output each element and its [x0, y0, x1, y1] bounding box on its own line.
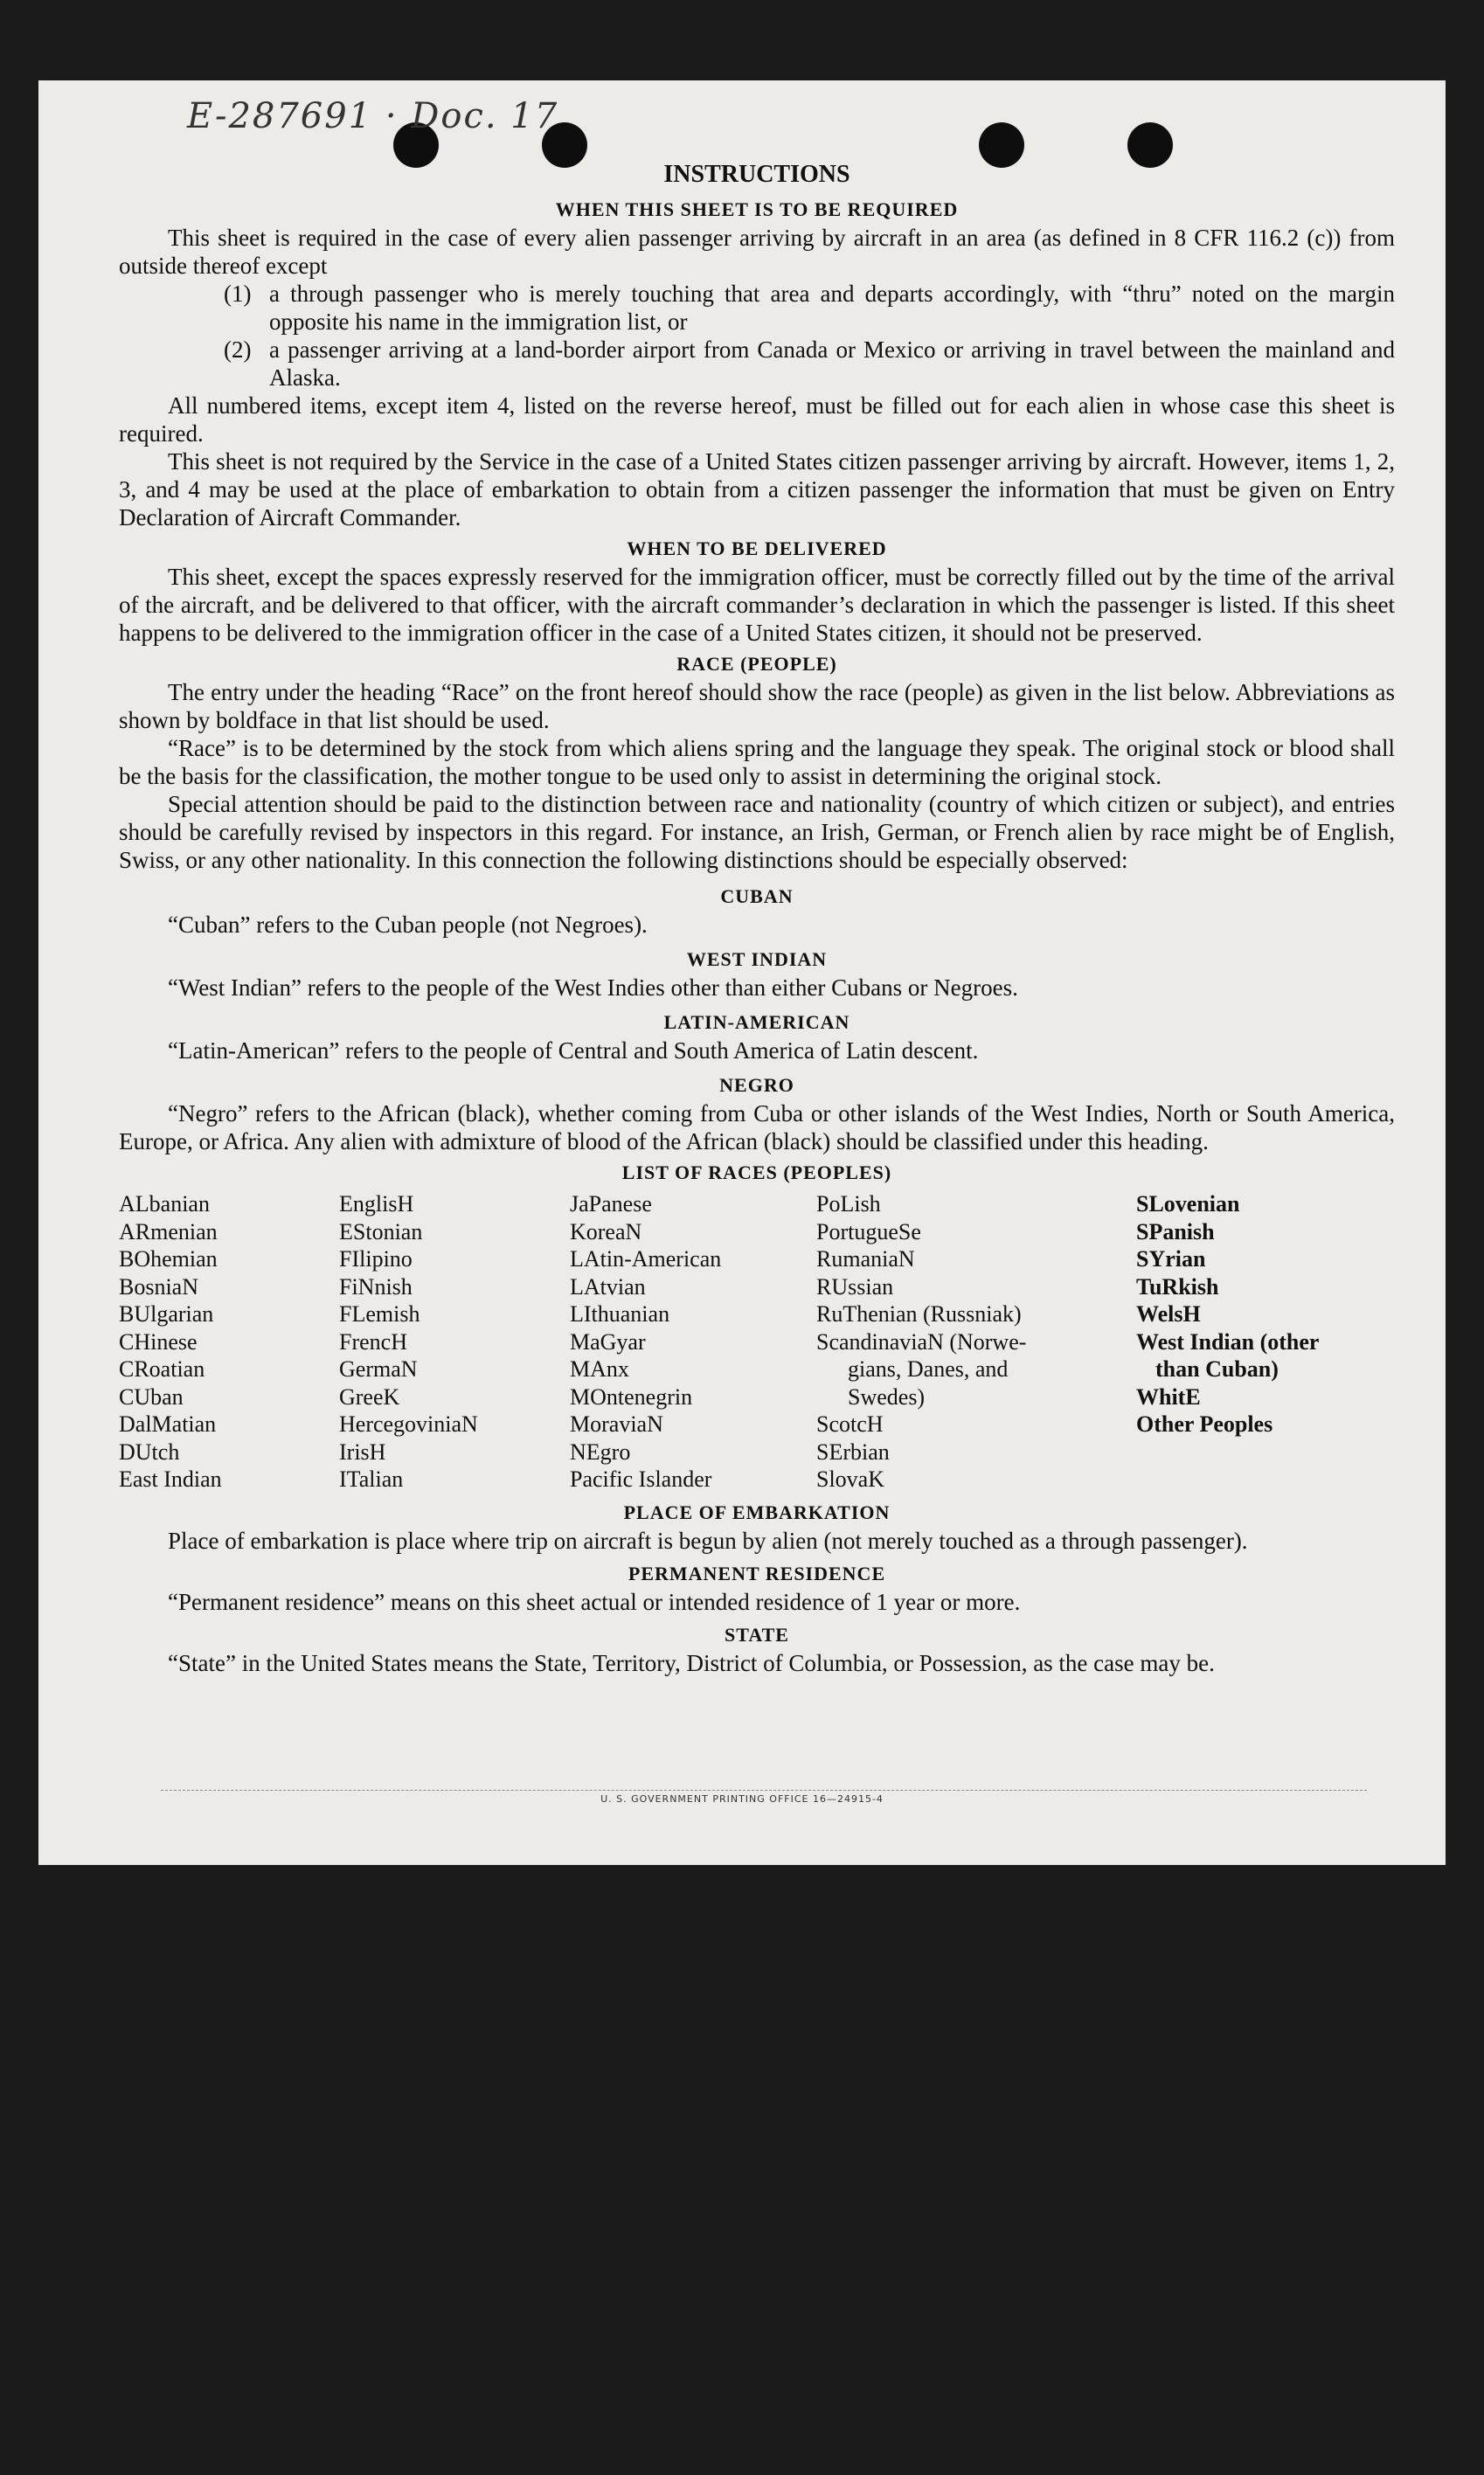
race-item: BUlgarian	[119, 1301, 214, 1327]
paragraph: This sheet is not required by the Service in the case of a United States citizen passenger arriving by aircraft. However, items 1, 2, 3, and 4 may be used at the place of embarkation to obtain from a citizen passenger the information that must be given on Entry Declaration of Aircraft Commander.	[119, 448, 1395, 530]
race-item: FiNnish	[339, 1273, 413, 1300]
paragraph: This sheet is required in the case of every alien passenger arriving by aircraft in an area (as defined in 8 CFR 116.2 (c)) from outside thereof except	[119, 225, 1395, 279]
race-column	[570, 1190, 816, 1494]
race-item: CRoatian	[119, 1356, 205, 1382]
paragraph: “Latin-American” refers to the people of Central and South America of Latin descent.	[168, 1037, 979, 1064]
race-item: EStonian	[339, 1218, 423, 1244]
race-item: MoraviaN	[570, 1411, 663, 1437]
paragraph: This sheet, except the spaces expressly reserved for the immigration officer, must be correctly filled out by the time of the arrival of the aircraft, and be delivered to that officer, with the aircraft commander’s declaration in which the passenger is listed. If this sheet happens to be delivered to the immigration officer in the case of a United States citizen, it should not be preserved.	[119, 564, 1395, 646]
race-item: PoLish	[816, 1191, 881, 1217]
paragraph: The entry under the heading “Race” on the front hereof should show the race (people) as given in the list below. Abbreviations as shown by boldface in that list should be used.	[119, 679, 1395, 733]
race-item: SLovenian	[1136, 1191, 1240, 1217]
heading-cuban: CUBAN	[720, 885, 794, 907]
race-column	[816, 1190, 1136, 1494]
race-item: Swedes)	[848, 1383, 926, 1410]
exception-list	[119, 280, 1395, 392]
race-item: KoreaN	[570, 1218, 642, 1244]
race-item: WhitE	[1136, 1383, 1201, 1410]
heading-place-of-embarkation: PLACE OF EMBARKATION	[623, 1501, 891, 1523]
handwritten-note: E-287691 · Doc. 17	[187, 96, 559, 136]
race-item: Pacific Islander	[570, 1466, 712, 1492]
race-item: FrencH	[339, 1328, 407, 1355]
race-item: ARmenian	[119, 1218, 218, 1244]
race-item: LIthuanian	[570, 1301, 670, 1327]
race-item: SlovaK	[816, 1466, 884, 1492]
heading-race: RACE (PEOPLE)	[676, 653, 837, 675]
paragraph: “State” in the United States means the State, Territory, District of Columbia, or Possession, as the case may be.	[168, 1649, 1215, 1676]
heading-permanent-residence: PERMANENT RESIDENCE	[628, 1562, 886, 1584]
race-item: West Indian (other	[1136, 1328, 1320, 1355]
race-item: FLemish	[339, 1301, 420, 1327]
footer-rule	[161, 1790, 1367, 1791]
race-item: ScandinaviaN (Norwe-	[816, 1328, 1027, 1355]
race-item: CHinese	[119, 1328, 198, 1355]
heading-list-of-races: LIST OF RACES (PEOPLES)	[621, 1161, 892, 1183]
paragraph: Place of embarkation is place where trip on aircraft is begun by alien (not merely touched as a through passenger).	[168, 1527, 1248, 1554]
race-item: GreeK	[339, 1383, 400, 1410]
race-item: SPanish	[1136, 1218, 1215, 1244]
race-item: RUssian	[816, 1273, 894, 1300]
race-item: CUban	[119, 1383, 184, 1410]
race-item: MaGyar	[570, 1328, 646, 1355]
heading-when-delivered: WHEN TO BE DELIVERED	[627, 537, 887, 559]
exception-number: (1)	[224, 281, 252, 307]
paragraph: “West Indian” refers to the people of the West Indies other than either Cubans or Negroes.	[168, 974, 1018, 1001]
race-item: LAtin-American	[570, 1246, 722, 1272]
race-item: BOhemian	[119, 1246, 218, 1272]
race-item: DUtch	[119, 1439, 180, 1465]
race-item: MAnx	[570, 1356, 629, 1382]
race-item: RuThenian (Russniak)	[816, 1301, 1022, 1327]
race-column	[119, 1190, 339, 1494]
instructions-content	[119, 150, 1395, 1677]
heading-west-indian: WEST INDIAN	[686, 948, 828, 970]
race-item: ALbanian	[119, 1191, 210, 1217]
race-item: IrisH	[339, 1439, 386, 1465]
race-item: HercegoviniaN	[339, 1411, 478, 1437]
race-item: GermaN	[339, 1356, 418, 1382]
race-item: PortugueSe	[816, 1218, 921, 1244]
race-item: NEgro	[570, 1439, 631, 1465]
exception-text: a passenger arriving at a land-border airport from Canada or Mexico or arriving in travel between the mainland and Alaska.	[269, 336, 1395, 391]
race-item: Other Peoples	[1136, 1411, 1273, 1437]
exception-item	[224, 336, 1395, 392]
heading-latin-american: LATIN-AMERICAN	[663, 1011, 850, 1033]
printing-office-imprint: U. S. GOVERNMENT PRINTING OFFICE 16—24915-4	[600, 1793, 884, 1805]
race-item: RumaniaN	[816, 1246, 915, 1272]
race-item: JaPanese	[570, 1191, 652, 1217]
paragraph: “Permanent residence” means on this sheet actual or intended residence of 1 year or more.	[168, 1588, 1021, 1615]
exception-text: a through passenger who is merely touching that area and departs accordingly, with “thru” noted on the margin opposite his name in the immigration list, or	[269, 281, 1395, 335]
paragraph: “Cuban” refers to the Cuban people (not Negroes).	[168, 912, 648, 938]
race-item: WelsH	[1136, 1301, 1201, 1327]
race-item: MOntenegrin	[570, 1383, 693, 1410]
race-item: ITalian	[339, 1466, 404, 1492]
race-item: FIlipino	[339, 1246, 413, 1272]
race-item: ScotcH	[816, 1411, 884, 1437]
heading-negro: NEGRO	[719, 1074, 794, 1096]
race-column	[1136, 1190, 1381, 1494]
race-item: BosniaN	[119, 1273, 198, 1300]
paragraph: “Race” is to be determined by the stock from which aliens spring and the language they speak. The original stock or blood shall be the basis for the classification, the mother tongue to be used only to assist in determining the original stock.	[119, 735, 1395, 789]
paragraph: Special attention should be paid to the distinction between race and nationality (country of which citizen or subject), and entries should be carefully revised by inspectors in this regard. For instance, an Irish, German, or French alien by race might be of English, Swiss, or any other nationality. In this connection the following distinctions should be especially observed:	[119, 791, 1395, 873]
paragraph: “Negro” refers to the African (black), whether coming from Cuba or other islands of the West Indies, North or South America, Europe, or Africa. Any alien with admixture of blood of the African (black) should be classified under this heading.	[119, 1100, 1395, 1154]
race-column	[339, 1190, 570, 1494]
race-item: than Cuban)	[1155, 1356, 1279, 1382]
race-item: SErbian	[816, 1439, 890, 1465]
race-list	[119, 1190, 1395, 1494]
heading-state: STATE	[725, 1623, 789, 1646]
race-item: SYrian	[1136, 1246, 1206, 1272]
paragraph: All numbered items, except item 4, listed on the reverse hereof, must be filled out for each alien in whose case this sheet is required.	[119, 392, 1395, 447]
exception-number: (2)	[224, 336, 252, 363]
race-item: TuRkish	[1136, 1273, 1219, 1300]
race-item: LAtvian	[570, 1273, 646, 1300]
heading-when-required: WHEN THIS SHEET IS TO BE REQUIRED	[555, 198, 959, 220]
document-sheet	[38, 80, 1446, 1865]
exception-item	[224, 280, 1395, 336]
page-title: INSTRUCTIONS	[663, 161, 850, 188]
race-item: DalMatian	[119, 1411, 217, 1437]
race-item: EnglisH	[339, 1191, 414, 1217]
race-item: East Indian	[119, 1466, 222, 1492]
race-item: gians, Danes, and	[848, 1356, 1009, 1382]
